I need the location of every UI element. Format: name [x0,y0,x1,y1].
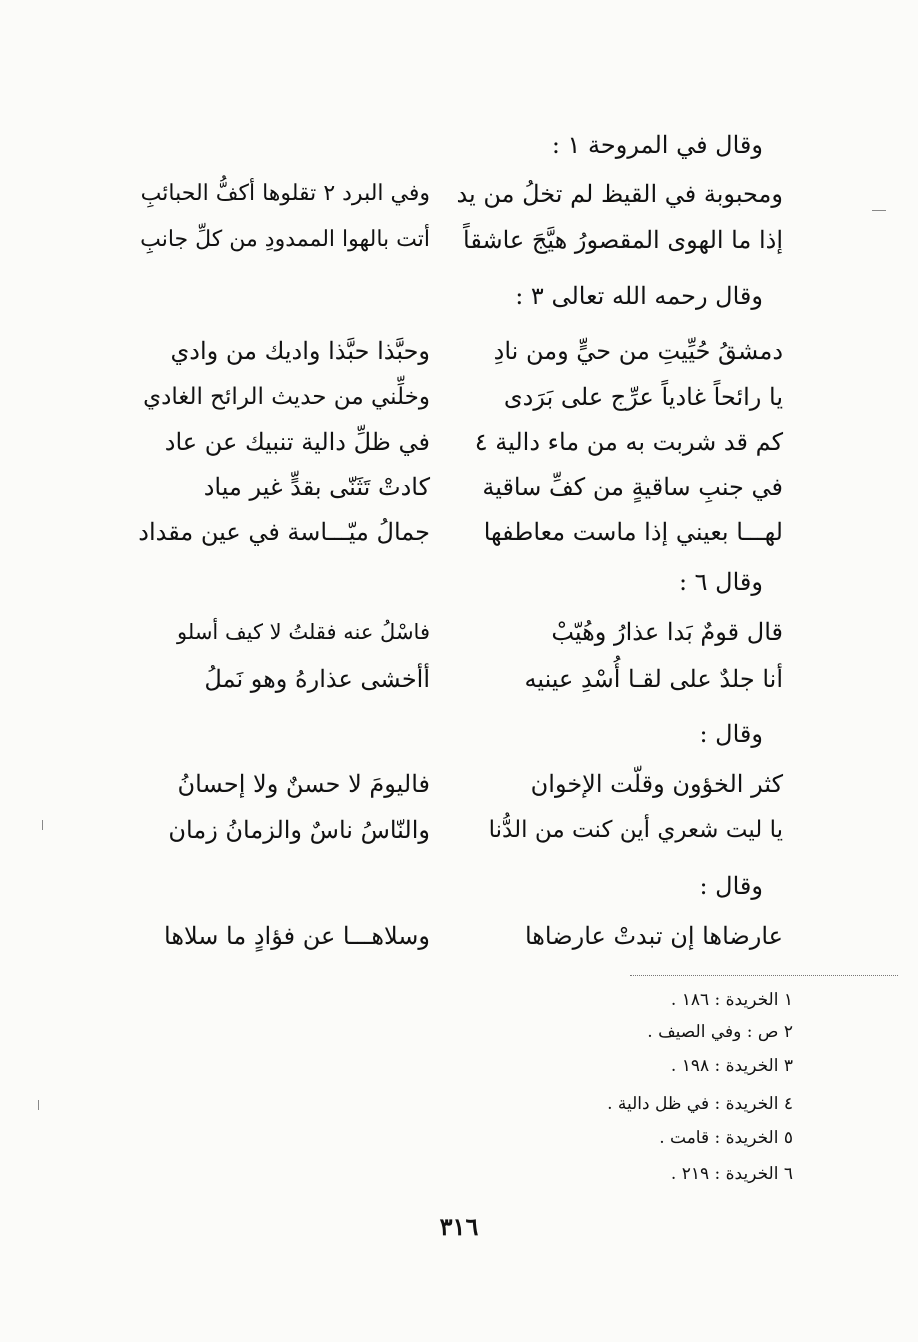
scan-mark [38,1100,39,1110]
verse-line [0,760,918,808]
footnote: ٥ الخريدة : قامت . [659,1128,793,1148]
verse-line [0,327,918,375]
verse-line [0,912,918,960]
footnote: ٣ الخريدة : ١٩٨ . [670,1056,793,1076]
verse-second-hemistich: وسلاهـــا عن فؤادٍ ما سلاها [164,922,430,950]
verse-second-hemistich: كادتْ تَثَنّى بقدٍّ غير مياد [203,473,430,501]
verse-first-hemistich: قال قومٌ بَدا عذارُ وهُيّبْ [551,618,783,646]
verse-second-hemistich: وفي البرد ٢ تقلوها أكفُّ الحبائبِ [140,181,430,206]
verse-first-hemistich: كثر الخؤون وقلّت الإخوان [530,770,783,798]
footnote: ٦ الخريدة : ٢١٩ . [670,1164,793,1184]
verse-second-hemistich: فاسْلُ عنه فقلتُ لا كيف أسلو [177,620,430,644]
verse-first-hemistich: يا ليت شعري أين كنت من الدُّنا [488,817,783,843]
page-number: ٣١٦ [439,1212,479,1241]
verse-line [0,508,918,556]
scan-mark [872,210,886,211]
section-intro: وقال ٦ : [678,568,763,596]
verse-line [0,373,918,421]
verse-first-hemistich: لهـــا بعيني إذا ماست معاطفها [483,518,783,546]
verse-first-hemistich: عارضاها إن تبدتْ عارضاها [524,922,783,950]
section-intro: وقال رحمه الله تعالى ٣ : [515,282,763,310]
verse-second-hemistich: جمالُ ميّـــاسة في عين مقداد [138,518,430,546]
verse-first-hemistich: أنا جلدٌ على لقـا أُسْدِ عينيه [524,665,783,693]
verse-first-hemistich: يا رائحاً غادياً عرِّج على بَرَدى [503,383,783,411]
verse-line [0,806,918,854]
verse-second-hemistich: في ظلِّ دالية تنبيك عن عاد [164,428,430,456]
verse-line [0,216,918,264]
footnote: ٢ ص : وفي الصيف . [647,1022,793,1042]
section-intro: وقال : [699,720,763,748]
verse-second-hemistich: وحبَّذا حبَّذا واديك من وادي [170,337,430,365]
verse-second-hemistich: أتت بالهوا الممدودِ من كلِّ جانبِ [140,227,430,252]
verse-line [0,170,918,218]
verse-first-hemistich: في جنبِ ساقيةٍ من كفِّ ساقية [482,473,783,501]
verse-second-hemistich: فاليومَ لا حسنٌ ولا إحسانُ [177,770,430,798]
verse-first-hemistich: دمشقُ حُيِّيتِ من حيٍّ ومن نادِ [493,337,783,365]
verse-first-hemistich: ومحبوبة في القيظ لم تخلُ من يد [456,180,783,208]
section-intro: وقال في المروحة ١ : [551,131,763,159]
verse-line [0,463,918,511]
verse-second-hemistich: وخلِّني من حديث الرائح الغادي [143,384,430,410]
verse-second-hemistich: والنّاسُ ناسٌ والزمانُ زمان [168,816,430,844]
footnote: ١ الخريدة : ١٨٦ . [670,990,793,1010]
verse-line [0,418,918,466]
verse-first-hemistich: كم قد شربت به من ماء دالية ٤ [474,428,783,456]
verse-line [0,608,918,656]
section-intro: وقال : [699,872,763,900]
footnote-separator [630,975,898,976]
verse-line [0,655,918,703]
verse-first-hemistich: إذا ما الهوى المقصورُ هيَّجَ عاشقاً [463,226,783,254]
scan-mark [42,820,43,830]
verse-second-hemistich: أأخشى عذارهُ وهو نَملُ [204,665,430,693]
footnote: ٤ الخريدة : في ظل دالية . [607,1094,793,1114]
